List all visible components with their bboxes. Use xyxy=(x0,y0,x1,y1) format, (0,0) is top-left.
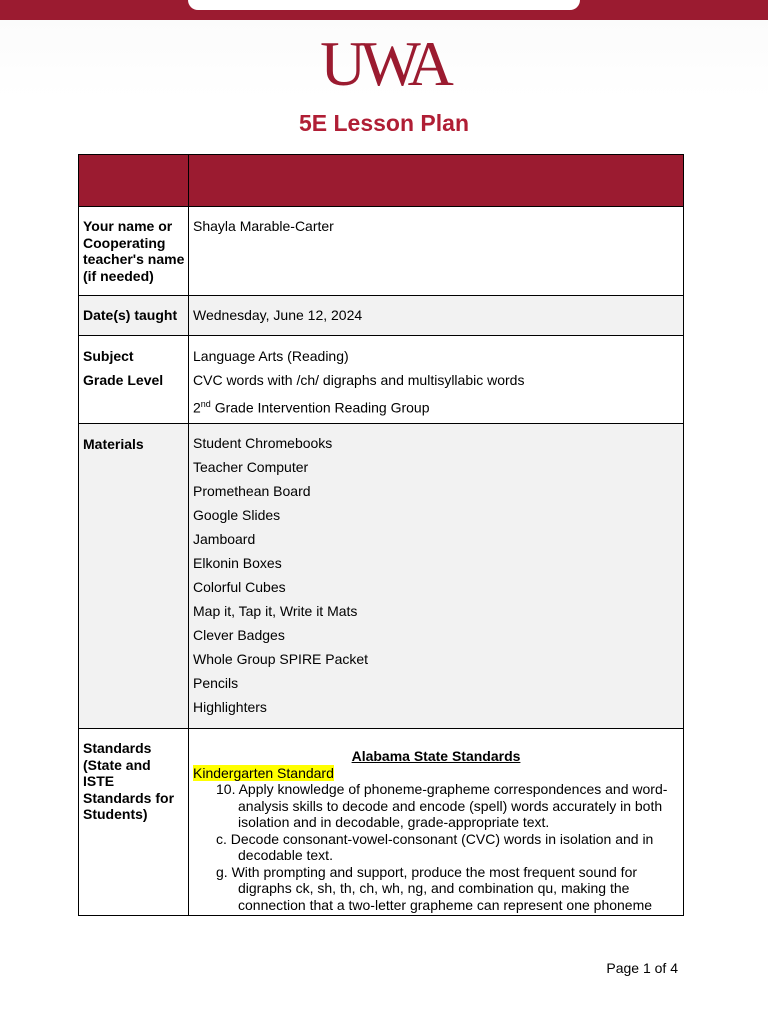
subject-label-cell xyxy=(79,336,189,424)
table-row-subject xyxy=(79,336,684,424)
standards-content xyxy=(189,729,684,916)
uwa-logo: UWA xyxy=(320,28,448,99)
list-item: Elkonin Boxes xyxy=(193,555,282,571)
topic-value: CVC words with /ch/ digraphs and multisyllabic words xyxy=(193,372,525,388)
table-row-name xyxy=(79,207,684,296)
list-item: Jamboard xyxy=(193,531,256,547)
list-item: Highlighters xyxy=(193,699,267,715)
table-row-standards xyxy=(79,729,684,916)
date-value: Wednesday, June 12, 2024 xyxy=(189,296,684,336)
grade-rest: Grade Intervention Reading Group xyxy=(210,399,430,416)
standard-item-g: g. With prompting and support, produce the most frequent sound for digraphs ck, sh, th, ch, wh, ng, and combination qu, making the connection that a two-letter grapheme can represent one phoneme xyxy=(216,863,653,913)
grade-number: 2 xyxy=(193,399,201,416)
standards-subheading-highlight: Kindergarten Standard xyxy=(193,764,334,781)
grade-suffix: nd xyxy=(200,399,211,409)
standards-heading: Alabama State Standards xyxy=(351,748,521,764)
list-item: Student Chromebooks xyxy=(193,435,333,451)
list-item: Teacher Computer xyxy=(193,459,309,475)
header-cell-value xyxy=(189,155,684,207)
top-brand-tab xyxy=(188,0,580,10)
table-header-row xyxy=(79,155,684,207)
date-label: Date(s) taught xyxy=(79,296,189,336)
list-item: Map it, Tap it, Write it Mats xyxy=(193,603,358,619)
subject-label: Subject xyxy=(83,348,134,364)
page-number: Page 1 of 4 xyxy=(606,960,678,976)
page-title: 5E Lesson Plan xyxy=(298,110,469,136)
name-value: Shayla Marable-Carter xyxy=(189,207,684,296)
standards-label: Standards (State and ISTE Standards for Students) xyxy=(79,729,189,916)
subject-value: Language Arts (Reading) xyxy=(193,348,349,364)
list-item: Google Slides xyxy=(193,507,281,523)
materials-list xyxy=(189,424,684,729)
table-row-date xyxy=(79,296,684,336)
lesson-plan-table xyxy=(78,154,684,916)
materials-label: Materials xyxy=(79,424,189,729)
list-item: Clever Badges xyxy=(193,627,285,643)
standards-subheading xyxy=(193,765,679,782)
name-label: Your name or Cooperating teacher's name (if needed) xyxy=(79,207,189,296)
list-item: Whole Group SPIRE Packet xyxy=(193,651,369,667)
list-item: Pencils xyxy=(193,675,239,691)
grade-value xyxy=(193,392,679,420)
standard-item-10: 10. Apply knowledge of phoneme-grapheme correspondences and word-analysis skills to decode and encode (spell) words accurately in both isolation and in decodable, grade-appropriate text. xyxy=(216,781,668,830)
standard-item-c: c. Decode consonant-vowel-consonant (CVC) words in isolation and in decodable text. xyxy=(216,830,654,863)
table-row-materials xyxy=(79,424,684,729)
header-cell-label xyxy=(79,155,189,207)
subject-value-cell xyxy=(189,336,684,424)
grade-level-label: Grade Level xyxy=(83,372,164,388)
list-item: Colorful Cubes xyxy=(193,579,286,595)
list-item: Promethean Board xyxy=(193,483,311,499)
